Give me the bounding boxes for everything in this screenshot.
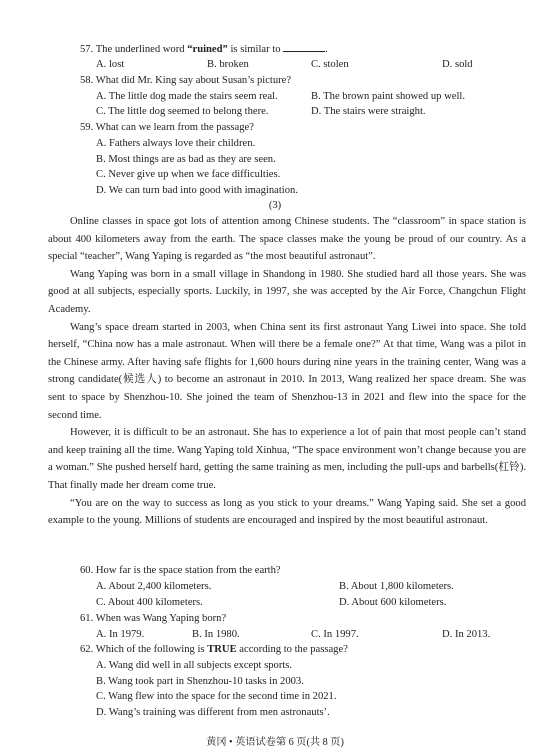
q62-option-b: B. Wang took part in Shenzhou-10 tasks in 2003. <box>96 676 304 687</box>
passage-paragraph-5: “You are on the way to success as long as you stick to your dreams.” Wang Yaping said. She set a good example to the young. Millions of students are encouraged and inspired by the most beautiful astronaut. <box>48 497 526 527</box>
q61-option-d: D. In 2013. <box>442 629 491 640</box>
question-61-stem: 61. When was Wang Yaping born? <box>80 613 227 624</box>
reading-passage <box>48 213 526 530</box>
q59-option-a: A. Fathers always love their children. <box>96 138 256 149</box>
question-59-stem: 59. What can we learn from the passage? <box>80 122 254 133</box>
q61-option-b: B. In 1980. <box>192 629 240 640</box>
q62-option-d: D. Wang’s training was different from men astronauts’. <box>96 707 330 718</box>
q57-option-d: D. sold <box>442 59 473 70</box>
q58-option-c: C. The little dog seemed to belong there. <box>96 106 269 117</box>
passage-paragraph-4: However, it is difficult to be an astronaut. She has to experience a lot of pain that most people can’t stand and keep training all the time. Wang Yaping told Xinhua, “The space environment won’t change because you are a woman.” She pushed herself hard, getting the same training as men, including the pull-ups and barbells(杠铃). That finally made her dream come true. <box>48 427 526 491</box>
answer-blank <box>283 42 325 52</box>
q62-option-a: A. Wang did well in all subjects except sports. <box>96 660 293 671</box>
q60-option-c: C. About 400 kilometers. <box>96 597 203 608</box>
question-60-stem: 60. How far is the space station from the earth? <box>80 565 281 576</box>
q58-option-a: A. The little dog made the stairs seem real. <box>96 91 278 102</box>
section-label: (3) <box>268 200 282 211</box>
passage-paragraph-2: Wang Yaping was born in a small village in Shandong in 1980. She studied hard all those years. She was good at all subjects, especially sports. Luckily, in 1997, she was accepted by the Air Force, Changchun Flight Academy. <box>48 268 526 315</box>
q62-option-c: C. Wang flew into the space for the second time in 2021. <box>96 691 337 702</box>
question-58-stem: 58. What did Mr. King say about Susan’s picture? <box>80 75 292 86</box>
question-62-stem: 62. Which of the following is TRUE according to the passage? <box>80 644 348 655</box>
page-footer: 黄冈 • 英语试卷第 6 页(共 8 页) <box>206 737 344 748</box>
q58-option-d: D. The stairs were straight. <box>311 106 426 117</box>
q61-option-a: A. In 1979. <box>96 629 145 640</box>
q57-option-c: C. stolen <box>311 59 349 70</box>
q59-option-d: D. We can turn bad into good with imagination. <box>96 185 298 196</box>
q59-option-b: B. Most things are as bad as they are seen. <box>96 154 276 165</box>
q60-option-a: A. About 2,400 kilometers. <box>96 581 212 592</box>
q61-option-c: C. In 1997. <box>311 629 359 640</box>
question-57-stem: 57. The underlined word “ruined” is similar to . <box>80 44 328 55</box>
q60-option-d: D. About 600 kilometers. <box>339 597 447 608</box>
q59-option-c: C. Never give up when we face difficulties. <box>96 169 281 180</box>
q60-option-b: B. About 1,800 kilometers. <box>339 581 454 592</box>
passage-paragraph-1: Online classes in space got lots of attention among Chinese students. The “classroom” in space station is about 400 kilometers away from the earth. The space classes make the young be proud of our country. As a special “teacher”, Wang Yaping is regarded as “the most beautiful astronaut”. <box>48 216 526 263</box>
q58-option-b: B. The brown paint showed up well. <box>311 91 465 102</box>
q57-option-b: B. broken <box>207 59 249 70</box>
passage-paragraph-3: Wang’s space dream started in 2003, when China sent its first astronaut Yang Liwei into space. She told herself, “China now has a male astronaut. When will there be a female one?” At that time, Wang was a pilot in the Chinese army. After having safe flights for 1,600 hours during nine years in the training center, Wang was a strong candidate(候选人) to become an astronaut in 2010. In 2013, Wang realized her space dream. She was sent to space by Shenzhou-10. She joined the team of Shenzhou-13 in 2021 and flew into the space for the second time. <box>48 321 526 421</box>
q57-option-a: A. lost <box>96 59 125 70</box>
